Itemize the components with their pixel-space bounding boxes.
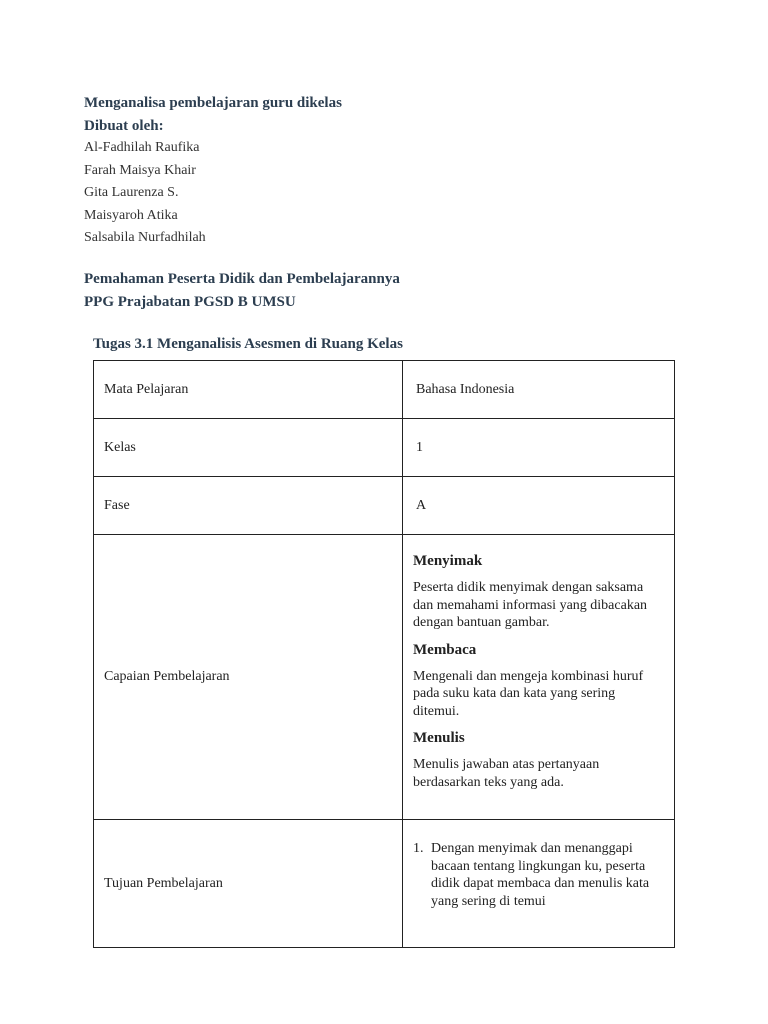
document-title: Menganalisa pembelajaran guru dikelas: [84, 95, 342, 111]
table-row: [94, 361, 675, 419]
table-row: [94, 419, 675, 477]
capaian-text: Peserta didik menyimak dengan saksama dan memahami informasi yang dibacakan dengan bantuan gambar.: [413, 580, 648, 630]
list-number: 1.: [413, 841, 424, 856]
table-row-tujuan: [94, 820, 675, 948]
list-item: [413, 840, 674, 910]
row-label: Capaian Pembelajaran: [94, 535, 403, 820]
capaian-text: Mengenali dan mengeja kombinasi huruf pada suku kata dan kata yang sering ditemui.: [413, 668, 644, 719]
program-name: PPG Prajabatan PGSD B UMSU: [84, 293, 296, 310]
row-value: 1: [403, 419, 675, 477]
capaian-heading: Menyimak: [413, 553, 483, 569]
author-name: Salsabila Nurfadhilah: [84, 230, 206, 245]
document-header: [84, 92, 342, 250]
author-name: Farah Maisya Khair: [84, 162, 196, 178]
tujuan-cell: [403, 820, 675, 948]
capaian-heading: Menulis: [413, 730, 465, 746]
course-subtitle: [84, 268, 400, 313]
capaian-heading: Membaca: [413, 641, 477, 658]
row-label: Mata Pelajaran: [94, 361, 403, 419]
row-label: Tujuan Pembelajaran: [94, 820, 403, 948]
made-by-label: Dibuat oleh:: [84, 117, 164, 134]
capaian-text: Menulis jawaban atas pertanyaan berdasarkan teks yang ada.: [413, 757, 600, 790]
row-label: Kelas: [94, 419, 403, 477]
row-value: A: [403, 477, 675, 535]
row-label: Fase: [94, 477, 403, 535]
table-row: [94, 477, 675, 535]
assessment-table: [93, 360, 675, 948]
capaian-cell: [403, 535, 675, 820]
author-name: Maisyaroh Atika: [84, 207, 178, 223]
task-title: Tugas 3.1 Menganalisis Asesmen di Ruang Kelas: [93, 336, 403, 352]
author-name: Al-Fadhilah Raufika: [84, 140, 200, 155]
author-name: Gita Laurenza S.: [84, 185, 179, 200]
course-name: Pemahaman Peserta Didik dan Pembelajarannya: [84, 271, 400, 287]
row-value: Bahasa Indonesia: [403, 361, 675, 419]
table-row-capaian: [94, 535, 675, 820]
list-text: Dengan menyimak dan menanggapi bacaan tentang lingkungan ku, peserta didik dapat membaca dan menulis kata yang sering di temui: [431, 841, 650, 909]
